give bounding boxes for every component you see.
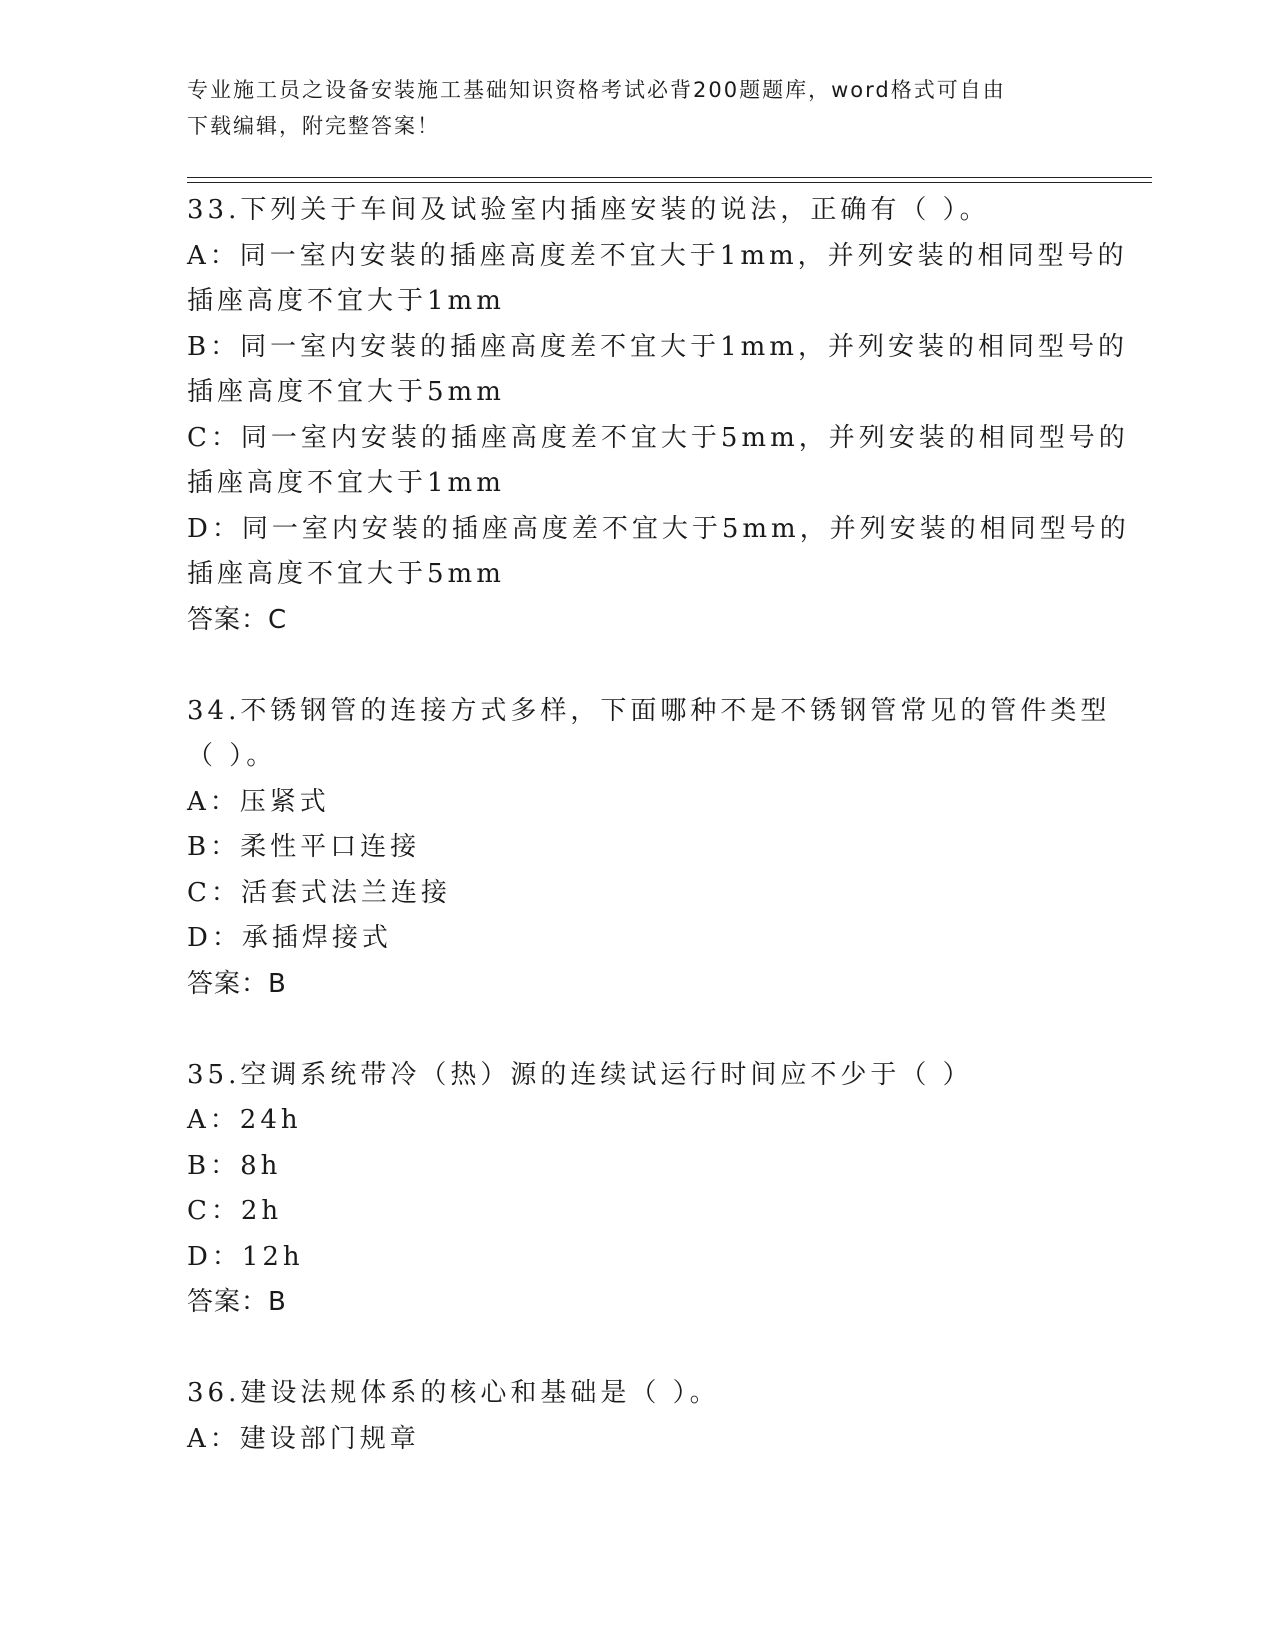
option-text: 插座高度不宜大于1mm [187, 468, 505, 498]
option-text: A：压紧式 [187, 786, 330, 817]
spacer [187, 1326, 1087, 1372]
document-header [187, 72, 1087, 144]
option-text: C：活套式法兰连接 [187, 877, 451, 908]
option-text: 插座高度不宜大于5mm [187, 377, 505, 407]
question-stem: 36.建设法规体系的核心和基础是（ ）。 [187, 1378, 720, 1408]
question-stem: 34.不锈钢管的连接方式多样，下面哪种不是不锈钢管常见的管件类型 [187, 695, 1111, 726]
option-text: 插座高度不宜大于1mm [187, 286, 505, 316]
option-text: C：2h [187, 1196, 283, 1226]
spacer [187, 643, 1087, 689]
question-stem: （ ）。 [187, 741, 277, 771]
option-text: 插座高度不宜大于5mm [187, 559, 505, 589]
question-stem: 35.空调系统带冷（热）源的连续试运行时间应不少于（ ） [187, 1059, 973, 1090]
option-text: D：同一室内安装的插座高度差不宜大于5mm，并列安装的相同型号的 [187, 513, 1130, 544]
spacer [187, 1007, 1087, 1053]
question-block [187, 1053, 1087, 1326]
option-text: A：24h [187, 1105, 302, 1135]
answer-line: 答案：B [187, 1287, 287, 1317]
question-block [187, 188, 1130, 643]
header-line: 专业施工员之设备安装施工基础知识资格考试必背200题题库，word格式可自由 [187, 78, 1006, 102]
answer-line: 答案：B [187, 968, 287, 999]
header-line: 下载编辑，附完整答案！ [187, 114, 440, 138]
option-text: B：柔性平口连接 [187, 832, 421, 862]
answer-line: 答案：C [187, 604, 288, 635]
question-block [187, 1371, 1087, 1462]
question-block [187, 689, 1111, 1008]
option-text: A：建设部门规章 [187, 1423, 420, 1454]
header-divider [187, 177, 1152, 178]
option-text: C：同一室内安装的插座高度差不宜大于5mm，并列安装的相同型号的 [187, 422, 1129, 453]
question-list [187, 188, 1130, 1462]
option-text: D：承插焊接式 [187, 923, 392, 953]
option-text: B：8h [187, 1150, 282, 1181]
option-text: B：同一室内安装的插座高度差不宜大于1mm，并列安装的相同型号的 [187, 331, 1128, 362]
question-stem: 33.下列关于车间及试验室内插座安装的说法，正确有（ ）。 [187, 195, 990, 225]
option-text: D：12h [187, 1241, 304, 1272]
header-divider [187, 182, 1152, 183]
option-text: A：同一室内安装的插座高度差不宜大于1mm，并列安装的相同型号的 [187, 240, 1128, 271]
